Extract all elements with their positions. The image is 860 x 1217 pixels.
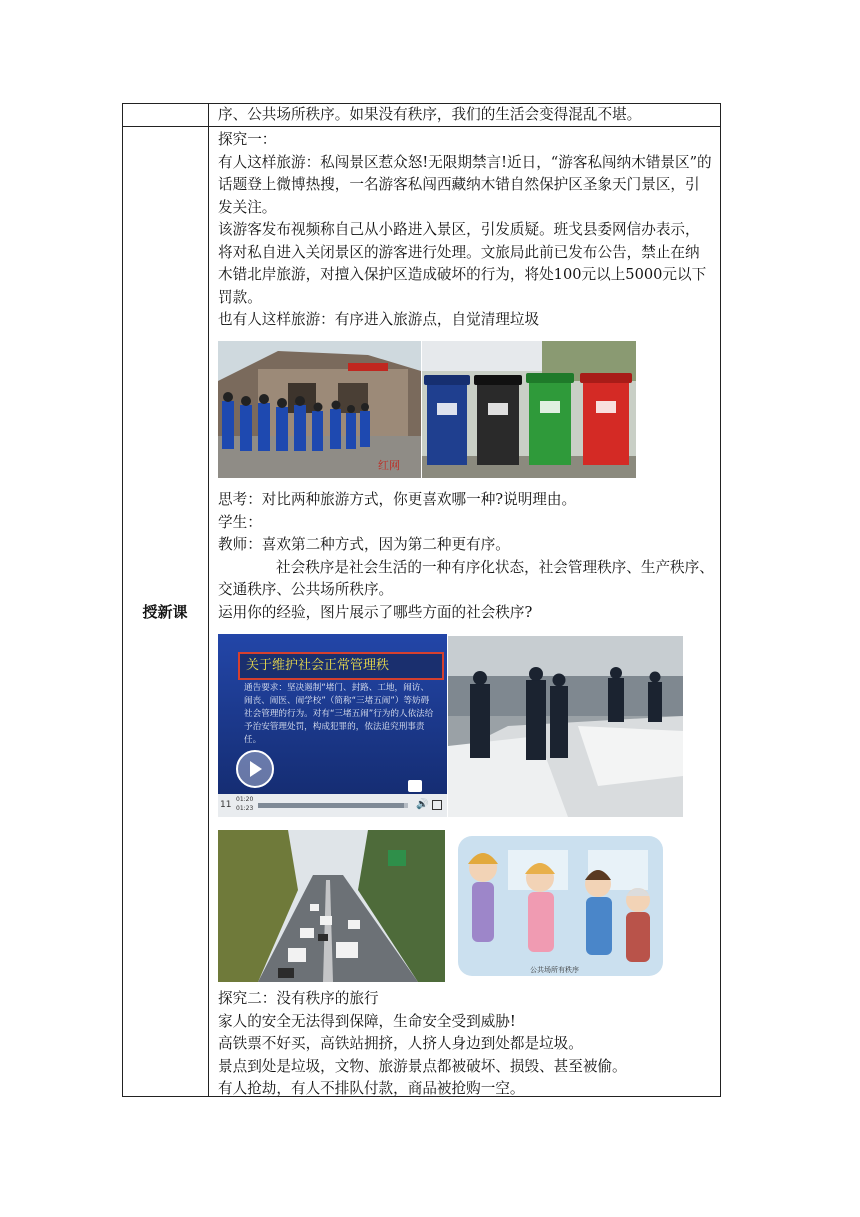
factory-inspection-photo bbox=[448, 636, 683, 817]
section1-para3: 也有人这样旅游：有序进入旅游点，自觉清理垃圾 bbox=[218, 311, 540, 328]
section2 bbox=[218, 988, 714, 1101]
highway-traffic-photo bbox=[218, 830, 445, 982]
red-bin-icon bbox=[580, 373, 632, 465]
black-bin-icon bbox=[474, 375, 522, 465]
section2-heading: 探究二：没有秩序的旅行 bbox=[218, 990, 379, 1007]
progress-bar[interactable] bbox=[258, 803, 408, 808]
tourists-queue-photo bbox=[218, 341, 421, 478]
section1 bbox=[218, 129, 714, 332]
table-column-divider bbox=[208, 103, 209, 1097]
trash-bins-photo bbox=[422, 341, 636, 478]
channel-logo-icon bbox=[408, 780, 422, 792]
cartoon-caption: 公共场所有秩序 bbox=[530, 966, 579, 974]
thinking-section bbox=[218, 489, 714, 624]
section1-para2: 该游客发布视频称自己从小路进入景区，引发质疑。班戈县委网信办表示，将对私自进入关闭景区的游客进行处理。文旅局此前已发布公告，禁止在纳木错北岸旅游，对擅入保护区造成破坏的行为，将处100元以上5000元以下罚款。 bbox=[218, 221, 707, 306]
section2-line-1: 家人的安全无法得到保障，生命安全受到威胁! bbox=[218, 1012, 516, 1030]
volume-icon[interactable]: 🔊 bbox=[416, 799, 429, 810]
section2-line-2: 高铁票不好买，高铁站拥挤，人挤人身边到处都是垃圾。 bbox=[218, 1035, 583, 1052]
section1-heading: 探究一： bbox=[218, 131, 277, 148]
lesson-stage-label: 授新课 bbox=[142, 603, 188, 621]
teacher-line: 教师：喜欢第二种方式，因为第二种更有序。 bbox=[218, 536, 510, 553]
news-video-screenshot bbox=[218, 634, 447, 817]
elapsed-time: 01:20 bbox=[236, 796, 254, 803]
thinking-question: 思考：对比两种旅游方式，你更喜欢哪一种?说明理由。 bbox=[218, 491, 577, 508]
progress-fill bbox=[258, 803, 404, 808]
news-body: 通告要求：坚决遏制“堵门、封路、工地，闹访、闹丧、闹医、闹学校”（简称“三堵五闹”）等妨碍社会管理的行为。对有“三堵五闹”行为的人依法给予治安管理处罚，构成犯罪的，依法追究刑事责任。 bbox=[244, 683, 434, 745]
watermark-text: 红网 bbox=[378, 459, 400, 472]
total-time: 01:23 bbox=[236, 805, 254, 812]
road-sign-icon bbox=[388, 850, 406, 866]
fullscreen-icon[interactable] bbox=[432, 800, 442, 810]
green-bin-icon bbox=[526, 373, 574, 465]
row1-text: 序、公共场所秩序。如果没有秩序，我们的生活会变得混乱不堪。 bbox=[218, 106, 642, 123]
play-button[interactable] bbox=[236, 750, 274, 788]
image-prompt: 运用你的经验，图片展示了哪些方面的社会秩序? bbox=[218, 603, 533, 621]
news-title: 关于维护社会正常管理秩 bbox=[238, 652, 444, 680]
play-icon bbox=[250, 761, 262, 777]
section2-line-3: 景点到处是垃圾，文物、旅游景点都被破坏、损毁、甚至被偷。 bbox=[218, 1057, 627, 1075]
social-order-definition: 社会秩序是社会生活的一种有序化状态，社会管理秩序、生产秩序、交通秩序、公共场所秩序。 bbox=[218, 558, 714, 598]
blue-bin-icon bbox=[424, 375, 470, 465]
row1-content bbox=[218, 104, 714, 127]
section2-line-4: 有人抢劫，有人不排队付款，商品被抢购一空。 bbox=[218, 1080, 525, 1097]
page-number: 11 bbox=[220, 800, 232, 810]
section1-para1: 有人这样旅游：私闯景区惹众怒!无限期禁言!近日，“游客私闯纳木错景区”的话题登上微博热搜，一名游客私闯西藏纳木错自然保护区圣象天门景区，引发关注。 bbox=[218, 153, 712, 216]
public-place-order-cartoon bbox=[448, 830, 668, 982]
video-controls bbox=[218, 794, 447, 817]
student-line: 学生： bbox=[218, 513, 262, 531]
table-border-right bbox=[720, 103, 721, 1097]
